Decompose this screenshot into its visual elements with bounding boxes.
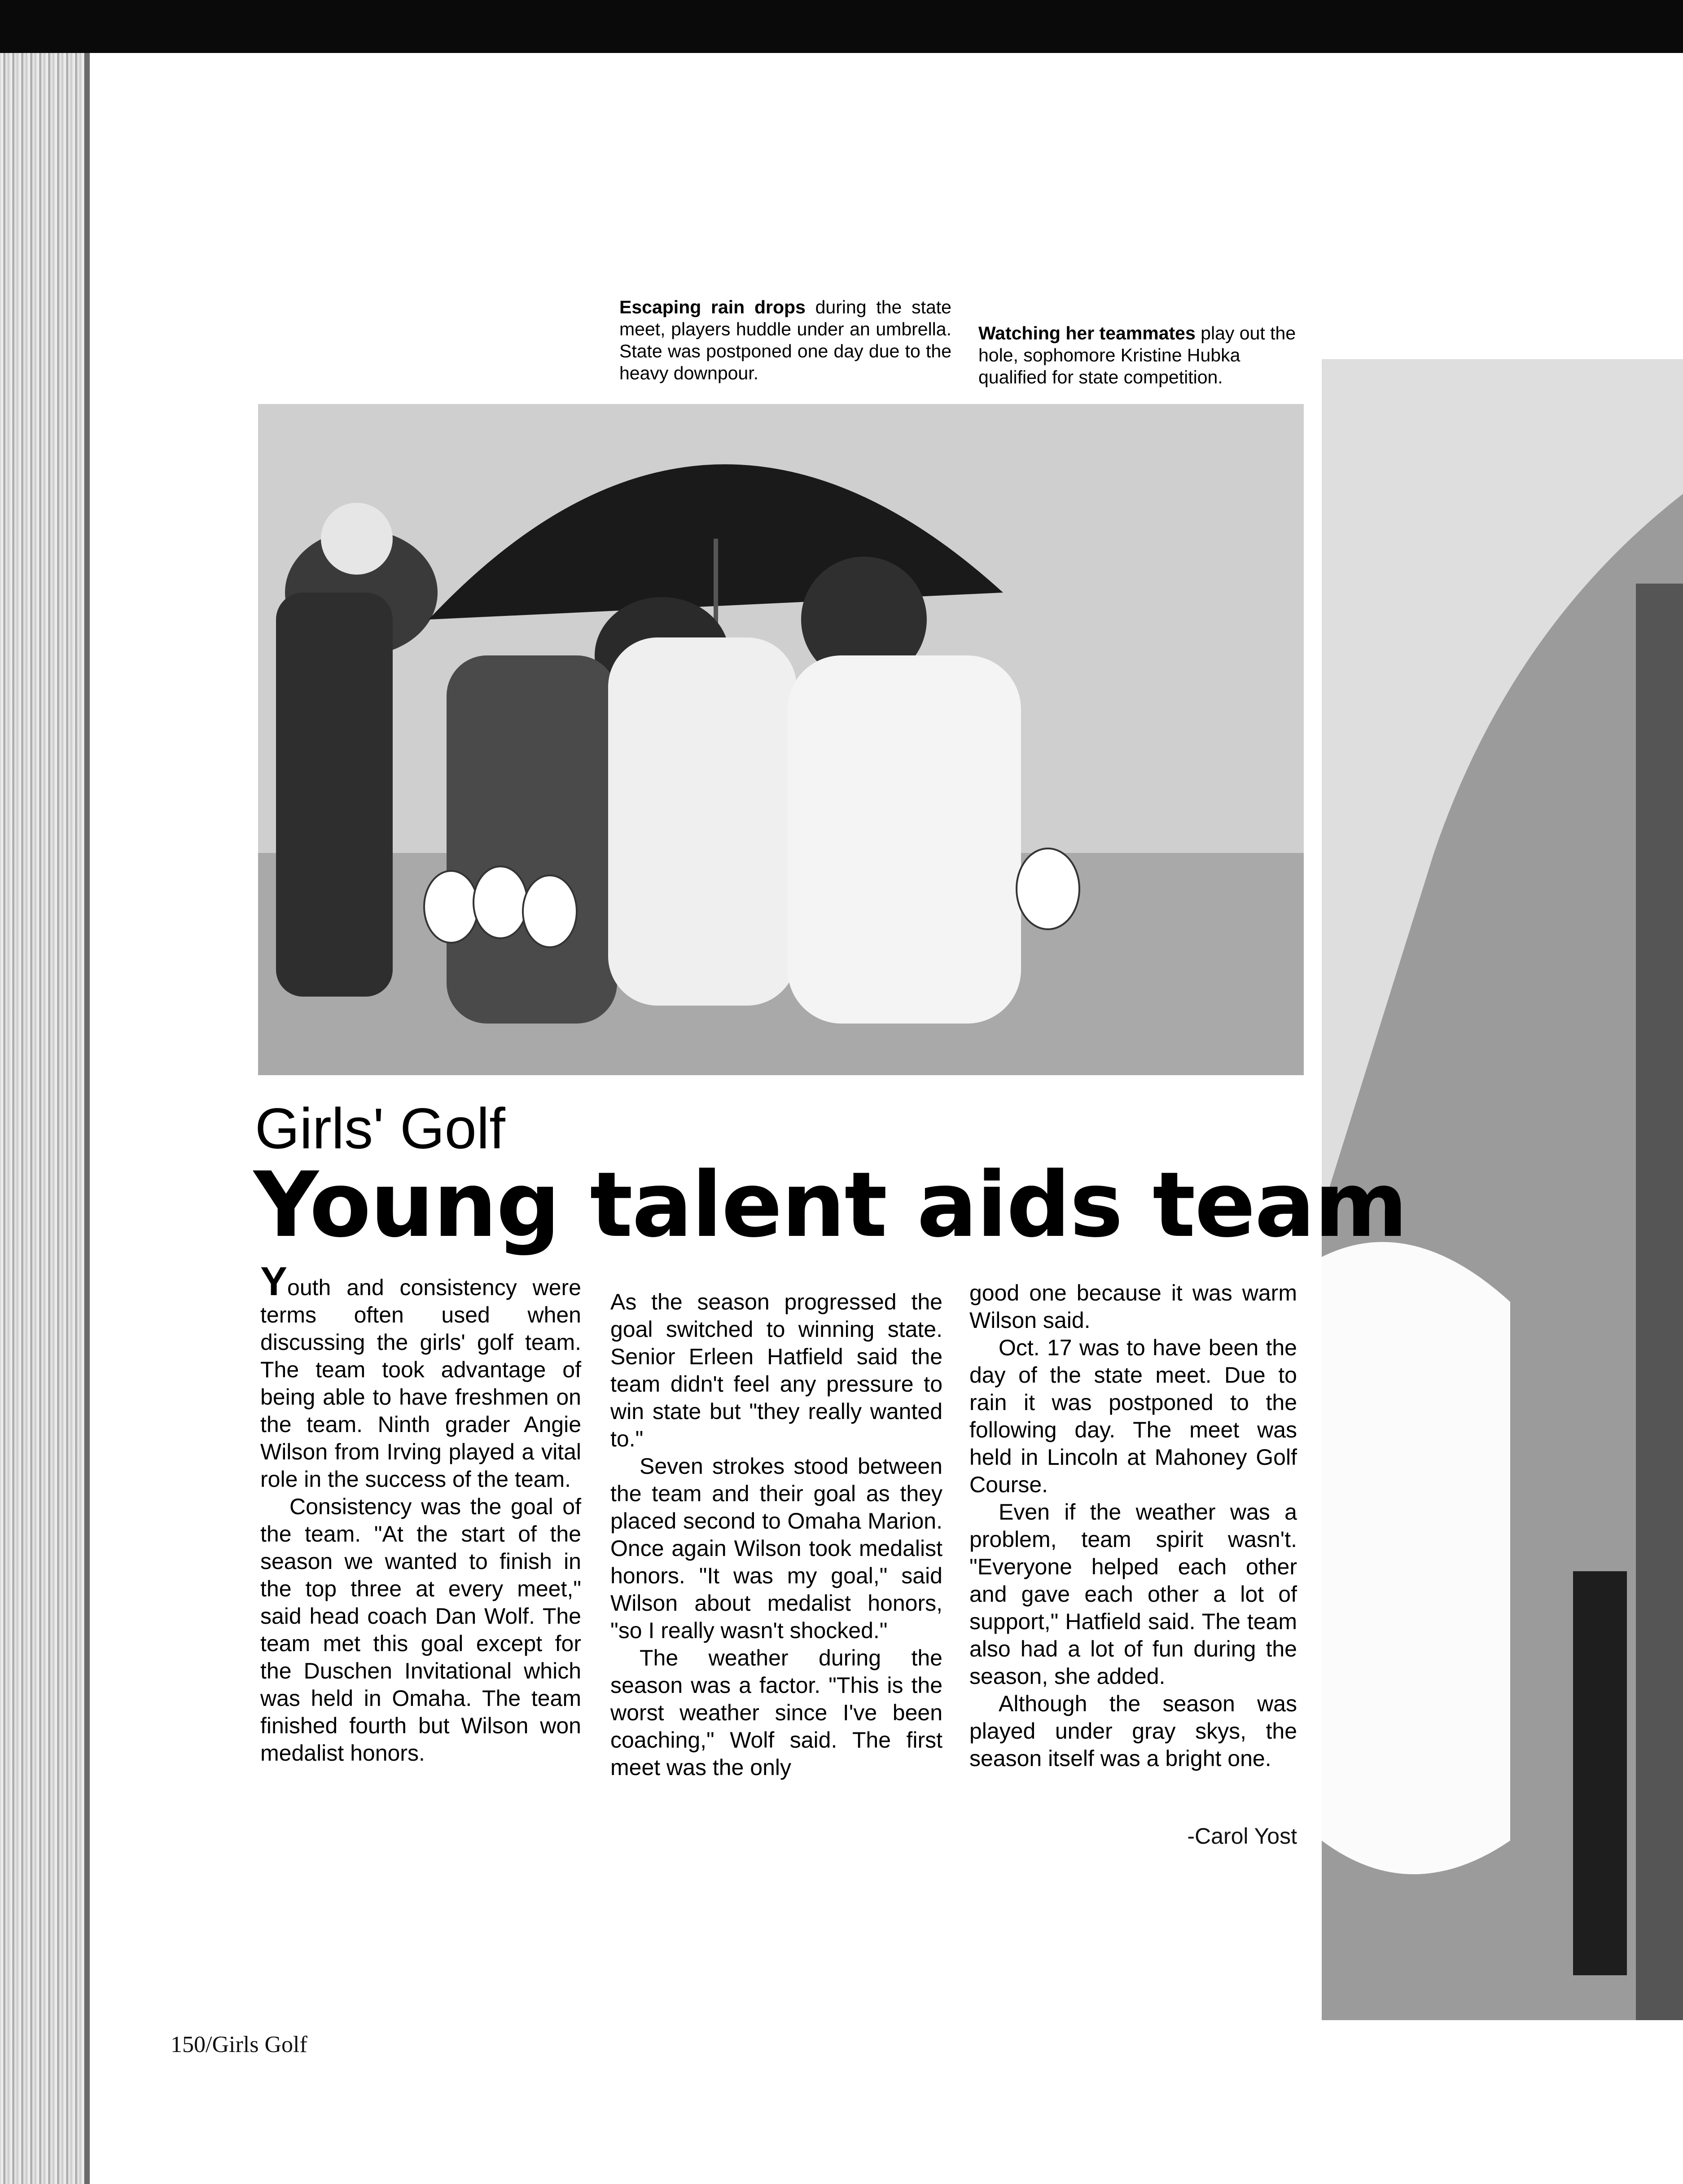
photo-caption-teammates — [978, 322, 1306, 388]
paragraph: Even if the weather was a problem, team spirit wasn't. "Everyone helped each other and gave each other a lot of support," Hatfield said. The team also had a lot of fun during the season, she added. — [969, 1499, 1297, 1689]
caption-lead: Escaping rain drops — [619, 297, 806, 317]
paragraph: Seven strokes stood between the team and their goal as they placed second to Omaha Marion. Once again Wilson took medalist honors. "It was my goal," said Wilson about medalist honors, "so I really wasn't shocked." — [610, 1454, 942, 1643]
paragraph: Although the season was played under gray skys, the season itself was a bright one. — [969, 1691, 1297, 1771]
top-edge-bar — [0, 0, 1683, 53]
photo-caption-umbrella — [619, 296, 951, 384]
umbrella-photo-image — [258, 404, 1304, 1075]
photo-players-under-umbrella — [258, 404, 1304, 1075]
paragraph: Consistency was the goal of the team. "At the start of the season we wanted to finish in the top three at every meet," said head coach Dan Wolf. The team met this goal except for the Duschen Invitational which was held in Omaha. The team finished fourth but Wilson won medalist honors. — [260, 1494, 581, 1766]
paragraph: The weather during the season was a factor. "This is the worst weather since I've been coaching," Wolf said. The first meet was the only — [610, 1645, 942, 1780]
paragraph — [260, 1259, 581, 1493]
paragraph-text: outh and consistency were terms often used when discussing the girls' golf team. The team took advantage of being able to have freshmen on the team. Ninth grader Angie Wilson from Irving played a vital role in the success of the team. — [260, 1275, 581, 1492]
paragraph-continued: good one because it was warm Wilson said. — [969, 1280, 1297, 1333]
drop-cap: Y — [260, 1259, 288, 1304]
page-folio: 150/Girls Golf — [171, 2032, 307, 2057]
book-spine — [0, 53, 90, 2184]
caption-text: play out the hole, sophomore Kristine Hubka qualified for state competition. — [978, 323, 1296, 387]
article-column-3 — [969, 1279, 1297, 1772]
article-column-2 — [610, 1288, 942, 1781]
caption-text: during the state meet, players huddle under an umbrella. State was postponed one day due to the heavy downpour. — [619, 297, 951, 383]
headline: Young talent aids team — [254, 1153, 1407, 1257]
caption-lead: Watching her teammates — [978, 323, 1196, 343]
byline: -Carol Yost — [1187, 1824, 1297, 1849]
paragraph: Oct. 17 was to have been the day of the state meet. Due to rain it was postponed to the following day. The meet was held in Lincoln at Mahoney Golf Course. — [969, 1335, 1297, 1497]
paragraph: As the season progressed the goal switched to winning state. Senior Erleen Hatfield said the team didn't feel any pressure to win state but "they really wanted to." — [610, 1289, 942, 1451]
article-column-1 — [260, 1259, 581, 1767]
section-kicker: Girls' Golf — [255, 1097, 505, 1161]
